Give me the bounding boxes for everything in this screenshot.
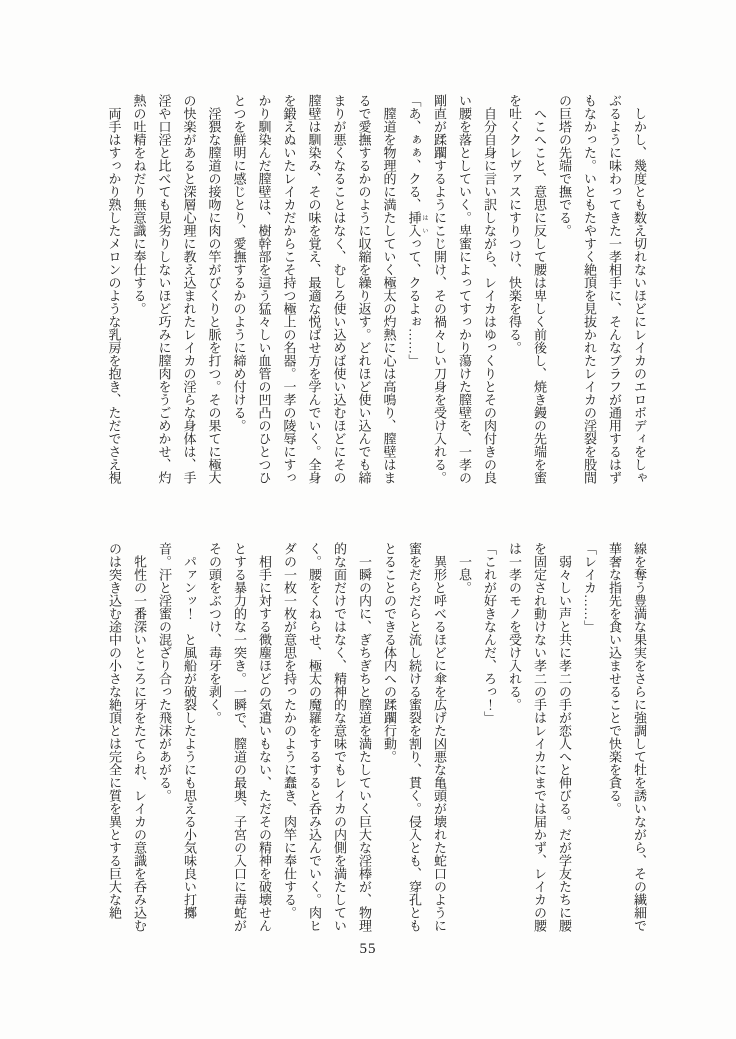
text-line: 弱々しい声と共に孝二の手が恋人へと伸びる。だが学友たちに腰	[557, 542, 572, 932]
text-line: ダの一枚一枚が意思を持ったかのように蠢き、肉竿に奉仕する。	[282, 542, 297, 919]
text-line: い腰を落としていく。卑蜜によってすっかり蕩けた膣壁を、一孝の	[457, 94, 472, 484]
text-line: は一孝のモノを受け入れる。	[507, 542, 522, 711]
text-line: 的な面だけではなく、精神的な意味でもレイカの内側を満たしてい	[332, 542, 347, 932]
text-line: を鍛えぬいたレイカだからこそ持つ極上の名器。一孝の陵辱にすっ	[281, 94, 297, 484]
text-line: とする暴力的な一突き。一瞬で、膣道の最奥、子宮の入口に毒蛇が	[232, 542, 247, 932]
text-line: 華奢な指先を食い込ませることで快楽を貪る。	[607, 542, 622, 815]
text-line: 異形と呼べるほどに傘を広げた凶悪な亀頭が壊れた蛇口のように	[432, 542, 447, 932]
text-line: 剛直が蹂躙するようにこじ開け、その禍々しい刀身を受け入れる。	[432, 94, 447, 484]
text-line: しかし、幾度とも数え切れないほどにレイカのエロボディをしゃ	[632, 94, 647, 484]
text-line: とつを鮮明に感じとり、愛撫するかのように締め付ける。	[231, 94, 247, 432]
text-line: 淫や口淫と比べても見劣りしないほど巧みに膣肉をうごめかせ、灼	[156, 94, 172, 484]
text-line: 膣壁は馴染み、その味を覚え、最適な悦ばせ方を学んでいく。全身	[306, 94, 322, 484]
text-line: 「これが好きなんだ、ろっ！」	[482, 542, 497, 724]
text-line: 淫猥な膣道の接吻に肉の竿がびくりと脈を打つ。その果てに極大	[206, 94, 222, 484]
text-line: 一瞬の内に、ぎちぎちと膣道を満たしていく巨大な淫棒が、物理	[357, 542, 372, 932]
text-line: かり馴染んだ膣壁は、樹幹部を這う猛々しい血管の凹凸のひとつひ	[256, 94, 272, 484]
text-line: 両手はすっかり熟したメロンのような乳房を抱き、ただでさえ視	[106, 94, 122, 484]
text-line: パァンッ！ と風船が破裂したようにも思える小気味良い打擲	[182, 542, 197, 919]
text-line: 「レイカ……」	[582, 542, 597, 633]
text-line: 「あ、ぁぁ、クる、挿入 はいって、クるよぉ……」	[406, 94, 427, 367]
text-line: 膣道を物理的に満たしていく極太の灼熱に心は高鳴り、膣壁はま	[381, 94, 397, 484]
text-line: 熱の吐精をねだり無意識に奉仕する。	[131, 94, 147, 315]
text-line: く。腰をくねらせ、極太の魔羅をするすると呑み込んでいく。肉ヒ	[307, 542, 322, 932]
text-block-lower	[100, 542, 652, 936]
text-line: 音。汗と淫蜜の混ざり合った飛沫があがる。	[157, 542, 172, 802]
text-line: その頭をぶつけ、毒牙を剥く。	[207, 542, 222, 724]
text-line: るで愛撫するかのように収縮を繰り返す。どれほど使い込んでも締	[356, 94, 372, 484]
text-line: 線を奪う豊満な果実をさらに強調して牡を誘いながら、その繊細で	[632, 542, 647, 932]
text-line: 自分自身に言い訳しながら、レイカはゆっくりとその肉付きの良	[482, 94, 497, 484]
text-line: ぶるように味わってきた一孝相手に、そんなブラフが通用するはず	[607, 94, 622, 484]
text-line: の巨塔の先端で撫でる。	[557, 94, 572, 237]
text-line: を固定され動けない孝二の手はレイカにまでは届かず、レイカの腰	[532, 542, 547, 932]
text-line: 一息。	[457, 542, 472, 594]
page-number: 55	[359, 941, 377, 957]
text-line: とることのできる体内への蹂躙行動。	[382, 542, 397, 763]
text-line: 蜜をだらだらと流し続ける蜜裂を割り、貫く。侵入とも、穿孔とも	[407, 542, 422, 932]
text-line: まりが悪くなることはなく、むしろ使い込めば使い込むほどにその	[331, 94, 347, 484]
text-line: 相手に対する微塵ほどの気遣いもない、ただその精神を破壊せん	[257, 542, 272, 932]
text-line: へこへこと、意思に反して腰は卑しく前後し、焼き鏝の先端を蜜	[532, 94, 547, 484]
text-block-upper	[100, 94, 652, 488]
text-line: の快楽があると深層心理に教え込まれたレイカの淫らな身体は、手	[181, 94, 197, 484]
text-line: を吐くクレヴァスにすりつけ、快楽を得る。	[507, 94, 522, 354]
text-line: 牝性の一番深いところに牙をたてられ、レイカの意識を呑み込む	[132, 542, 147, 932]
text-line: もなかった。いともたやすく絶頂を見抜かれたレイカの淫裂を股間	[582, 94, 597, 484]
text-line: のは突き込む途中の小さな絶頂とは完全に質を異とする巨大な絶	[107, 542, 122, 919]
